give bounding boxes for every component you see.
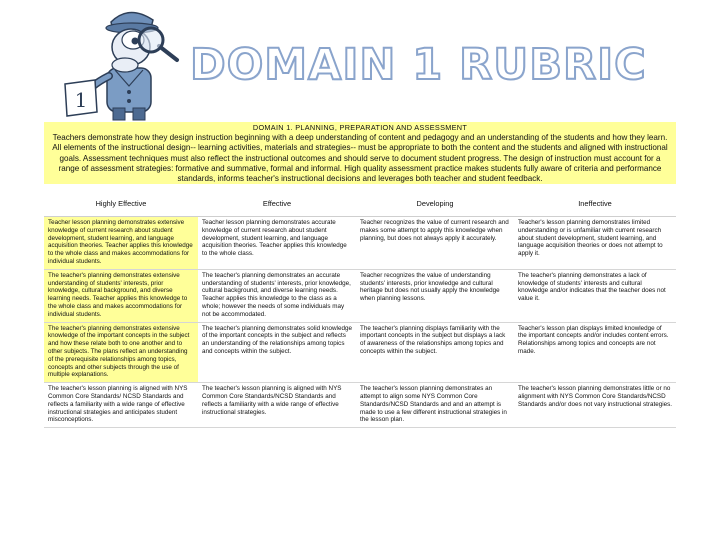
cell-effective: Teacher lesson planning demonstrates accurate knowledge of current research about student development, student learning, and language acquisition theories. Teacher applies this knowledge to the whole class.	[198, 217, 356, 270]
table-row	[44, 322, 676, 383]
table-row	[44, 269, 676, 322]
cell-highly-effective: The teacher's lesson planning is aligned with NYS Common Core Standards/ NCSD Standards and reflects a familiarity with a wide range of effective instructional strategies and anticipates student misconceptions.	[44, 383, 198, 428]
detective-mascot-illustration	[55, 0, 185, 122]
header-highly-effective: Highly Effective	[44, 192, 198, 217]
domain-description: Teachers demonstrate how they design instruction beginning with a deep understanding of content and pedagogy and an understanding of the students and how they learn. All elements of the instructional design-- learning activities, materials and strategies-- must be appropriate to both the content and the students and aligned with instructional goals. Assessment techniques must also reflect the instructional outcomes and should serve to document student progress. The design of instruction must account for a range of assessment strategies: formative and summative, formal and informal. High quality assessment practice makes students fully aware of criteria and performance standards, informs teacher's instructional decisions and leverages both teacher and student feedback.	[52, 133, 668, 184]
cell-highly-effective: The teacher's planning demonstrates extensive knowledge of the important concepts in the subject and how these relate both to one another and to other subjects. The plans reflect an understanding of the prerequisite relationships among topics, concepts and other subjects through the use of multiple explanations.	[44, 322, 198, 383]
cell-effective: The teacher's planning demonstrates an accurate understanding of students' interests, prior knowledge, cultural background, and diverse learning needs. Teacher applies this knowledge to the class as a whole; however the needs of some individuals may not be accommodated.	[198, 269, 356, 322]
cell-effective: The teacher's planning demonstrates solid knowledge of the important concepts in the subject and reflects an understanding of the relationships among topics and concepts within the subject.	[198, 322, 356, 383]
rubric-table	[44, 192, 676, 428]
header-developing: Developing	[356, 192, 514, 217]
header-effective: Effective	[198, 192, 356, 217]
cell-effective: The teacher's lesson planning is aligned with NYS Common Core Standards/NCSD Standards and reflects a familiarity with a wide range of effective instructional strategies.	[198, 383, 356, 428]
domain-intro-box	[44, 122, 676, 184]
cell-developing: Teacher recognizes the value of understanding students' interests, prior knowledge and cultural heritage but does not usually apply the knowledge when planning lessons.	[356, 269, 514, 322]
header-ineffective: Ineffective	[514, 192, 676, 217]
cell-highly-effective: The teacher's planning demonstrates extensive understanding of students' interests, prior knowledge, cultural background, and diverse learning needs. Teacher applies this knowledge to the whole class and makes accommodations for individual students.	[44, 269, 198, 322]
table-row	[44, 383, 676, 428]
page-title: DOMAIN 1 RUBRIC	[190, 40, 647, 90]
domain-heading: DOMAIN 1. PLANNING, PREPARATION AND ASSESSMENT	[252, 123, 468, 132]
cell-ineffective: The teacher's lesson planning demonstrates little or no alignment with NYS Common Core Standards/NCSD Standards and/or does not vary instructional strategies.	[514, 383, 676, 428]
badge-number: 1	[74, 88, 88, 112]
rubric-header-row	[44, 192, 676, 217]
cell-ineffective: The teacher's planning demonstrates a lack of knowledge of students' interests and cultural knowledge and/or indicates that the teacher does not value it.	[514, 269, 676, 322]
cell-developing: The teacher's planning displays familiarity with the important concepts in the subject but displays a lack of awareness of the relationships among topics and concepts within the subject.	[356, 322, 514, 383]
cell-developing: Teacher recognizes the value of current research and makes some attempt to apply this knowledge when planning, but does not always apply it accurately.	[356, 217, 514, 270]
cell-ineffective: Teacher's lesson plan displays limited knowledge of the important concepts and/or includes content errors. Relationships among topics and concepts are not made.	[514, 322, 676, 383]
cell-ineffective: Teacher's lesson planning demonstrates limited understanding or is unfamiliar with current research about student development, student learning, and language acquisition theories or does not attempt to apply it.	[514, 217, 676, 270]
table-row	[44, 217, 676, 270]
cell-highly-effective: Teacher lesson planning demonstrates extensive knowledge of current research about student development, student learning, and language acquisition theories. Teacher applies this knowledge to the whole class and makes accommodations for individual students.	[44, 217, 198, 270]
mascot-body	[107, 68, 151, 120]
cell-developing: The teacher's lesson planning demonstrates an attempt to align some NYS Common Core Standards/NCSD Standards and and an attempt is made to use a few different instructional strategies in the lesson plan.	[356, 383, 514, 428]
number-badge	[65, 80, 97, 116]
